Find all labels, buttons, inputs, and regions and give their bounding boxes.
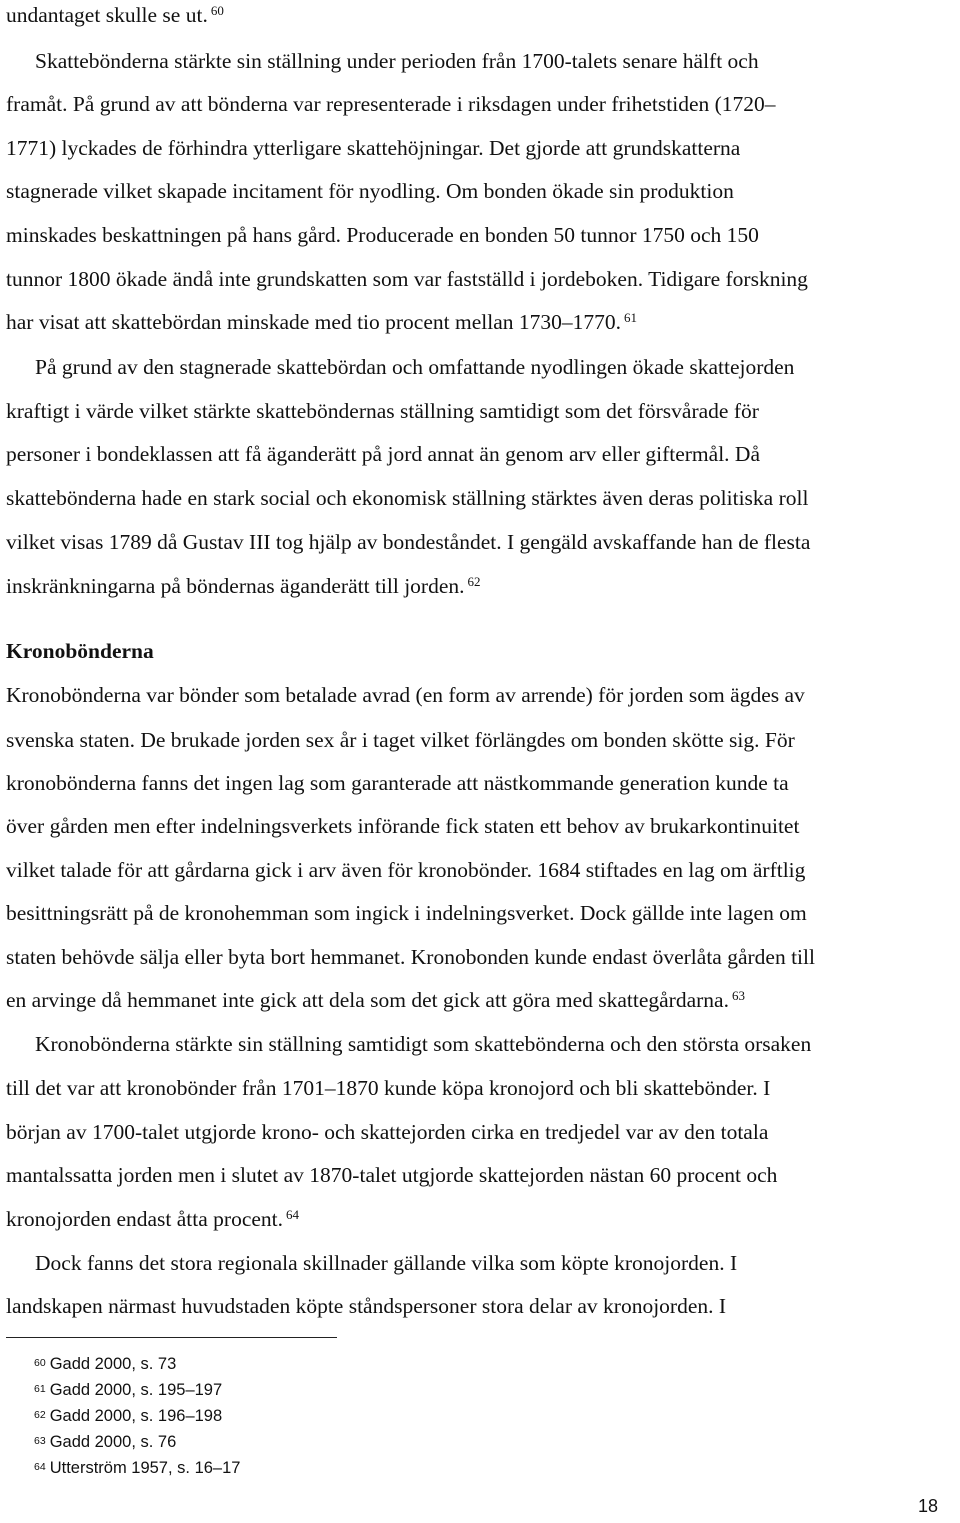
text-line <box>35 354 794 380</box>
footnote-reference[interactable]: 64 <box>286 1207 300 1222</box>
text-line <box>6 682 805 708</box>
footnote-reference[interactable]: 63 <box>731 988 745 1003</box>
text-line <box>6 529 810 555</box>
footnote-number: 60 <box>34 1357 46 1369</box>
text-line-content: Kronobönderna var bönder som betalade avrad (en form av arrende) för jorden som ägdes av <box>6 683 805 707</box>
text-line <box>6 857 805 883</box>
text-line-content: minskades beskattningen på hans gård. Producerade en bonden 50 tunnor 1750 och 150 <box>6 223 759 247</box>
text-line-content: Kronobönderna <box>6 639 154 663</box>
footnote-text: Utterström 1957, s. 16–17 <box>49 1459 241 1477</box>
footnote <box>34 1354 176 1374</box>
text-line-content: staten behövde sälja eller byta bort hemmanet. Kronobonden kunde endast överlåta gården till <box>6 945 815 969</box>
text-line <box>6 900 807 926</box>
text-line <box>6 222 759 248</box>
text-line <box>6 987 745 1013</box>
text-line-content: På grund av den stagnerade skattebördan och omfattande nyodlingen ökade skattejorden <box>35 355 795 379</box>
text-line <box>6 398 759 424</box>
text-line <box>6 1162 777 1188</box>
text-line-content: inskränkningarna på böndernas äganderätt till jorden. <box>6 574 465 598</box>
text-line <box>6 266 808 292</box>
text-line <box>6 2 224 28</box>
text-line-content: Skattebönderna stärkte sin ställning under perioden från 1700-talets senare hälft och <box>35 49 759 73</box>
text-line-content: personer i bondeklassen att få äganderätt på jord annat än genom arv eller giftermål. Då <box>6 442 760 466</box>
footnote-reference[interactable]: 62 <box>467 574 481 589</box>
text-line-content: kronojorden endast åtta procent. <box>6 1207 284 1231</box>
text-line <box>6 944 815 970</box>
footnote-number: 63 <box>34 1435 46 1447</box>
footnote <box>34 1380 222 1400</box>
text-line-content: framåt. På grund av att bönderna var representerade i riksdagen under frihetstiden (1720– <box>6 92 776 116</box>
text-line-content: kronobönderna fanns det ingen lag som garanterade att nästkommande generation kunde ta <box>6 771 789 795</box>
footnote <box>34 1432 176 1452</box>
text-line <box>6 1206 299 1232</box>
text-line <box>35 1250 737 1276</box>
footnote-reference[interactable]: 61 <box>624 310 637 325</box>
text-line-content: mantalssatta jorden men i slutet av 1870-talet utgjorde skattejorden nästan 60 procent och <box>6 1163 778 1187</box>
text-line <box>6 485 808 511</box>
text-line <box>6 770 789 796</box>
text-line <box>35 1031 811 1057</box>
text-line-content: har visat att skattebördan minskade med tio procent mellan 1730–1770. <box>6 310 621 334</box>
text-line-content: Kronobönderna stärkte sin ställning samtidigt som skattebönderna och den största orsaken <box>35 1032 812 1056</box>
text-line-content: skattebönderna hade en stark social och ekonomisk ställning stärktes även deras politiska roll <box>6 486 809 510</box>
footnote-text: Gadd 2000, s. 195–197 <box>49 1381 223 1399</box>
text-line-content: vilket visas 1789 då Gustav III tog hjälp av bondeståndet. I gengäld avskaffande han de flesta <box>6 530 811 554</box>
footnote-number: 62 <box>34 1409 46 1421</box>
text-line-content: tunnor 1800 ökade ändå inte grundskatten som var fastställd i jordeboken. Tidigare forskning <box>6 267 808 291</box>
text-line <box>6 178 734 204</box>
text-line <box>6 1119 768 1145</box>
footnote-separator <box>6 1337 337 1338</box>
text-line-content: över gården men efter indelningsverkets införande fick staten ett behov av brukarkontinuitet <box>6 814 800 838</box>
text-line-content: vilket talade för att gårdarna gick i arv även för kronobönder. 1684 stiftades en lag om ärftlig <box>6 858 806 882</box>
text-line <box>6 1293 726 1319</box>
text-line <box>6 727 795 753</box>
text-line-content: besittningsrätt på de kronohemman som ingick i indelningsverket. Dock gällde inte lagen om <box>6 901 807 925</box>
text-line <box>6 91 776 117</box>
footnote <box>34 1458 240 1478</box>
page-number: 18 <box>917 1496 938 1516</box>
footnote-text: Gadd 2000, s. 73 <box>49 1355 177 1373</box>
footnote-text: Gadd 2000, s. 76 <box>49 1433 177 1451</box>
text-line <box>6 309 637 335</box>
text-line-content: till det var att kronobönder från 1701–1870 kunde köpa kronojord och bli skattebönder. I <box>6 1076 771 1100</box>
text-line-content: kraftigt i värde vilket stärkte skatteböndernas ställning samtidigt som det försvårade för <box>6 399 759 423</box>
footnote-reference[interactable]: 60 <box>210 3 224 18</box>
footnote <box>34 1406 222 1426</box>
text-line <box>6 573 481 599</box>
footnote-number: 61 <box>34 1383 46 1395</box>
text-line <box>6 135 740 161</box>
text-line-content: landskapen närmast huvudstaden köpte ståndspersoner stora delar av kronojorden. I <box>6 1294 727 1318</box>
text-line-content: början av 1700-talet utgjorde krono- och skattejorden cirka en tredjedel var av den totala <box>6 1120 769 1144</box>
text-line-content: 1771) lyckades de förhindra ytterligare skattehöjningar. Det gjorde att grundskatterna <box>6 136 741 160</box>
text-line-content: undantaget skulle se ut. <box>6 3 208 27</box>
text-line-content: svenska staten. De brukade jorden sex år i taget vilket förlängdes om bonden skötte sig. För <box>6 728 795 752</box>
text-line-content: stagnerade vilket skapade incitament för nyodling. Om bonden ökade sin produktion <box>6 179 734 203</box>
footnote-text: Gadd 2000, s. 196–198 <box>49 1407 223 1425</box>
text-line <box>35 48 759 74</box>
section-heading <box>6 638 154 664</box>
text-line <box>6 441 760 467</box>
footnote-number: 64 <box>34 1461 46 1473</box>
text-line-content: Dock fanns det stora regionala skillnader gällande vilka som köpte kronojorden. I <box>35 1251 738 1275</box>
text-line-content: en arvinge då hemmanet inte gick att dela som det gick att göra med skattegårdarna. <box>6 988 729 1012</box>
text-line <box>6 813 799 839</box>
text-line <box>6 1075 770 1101</box>
